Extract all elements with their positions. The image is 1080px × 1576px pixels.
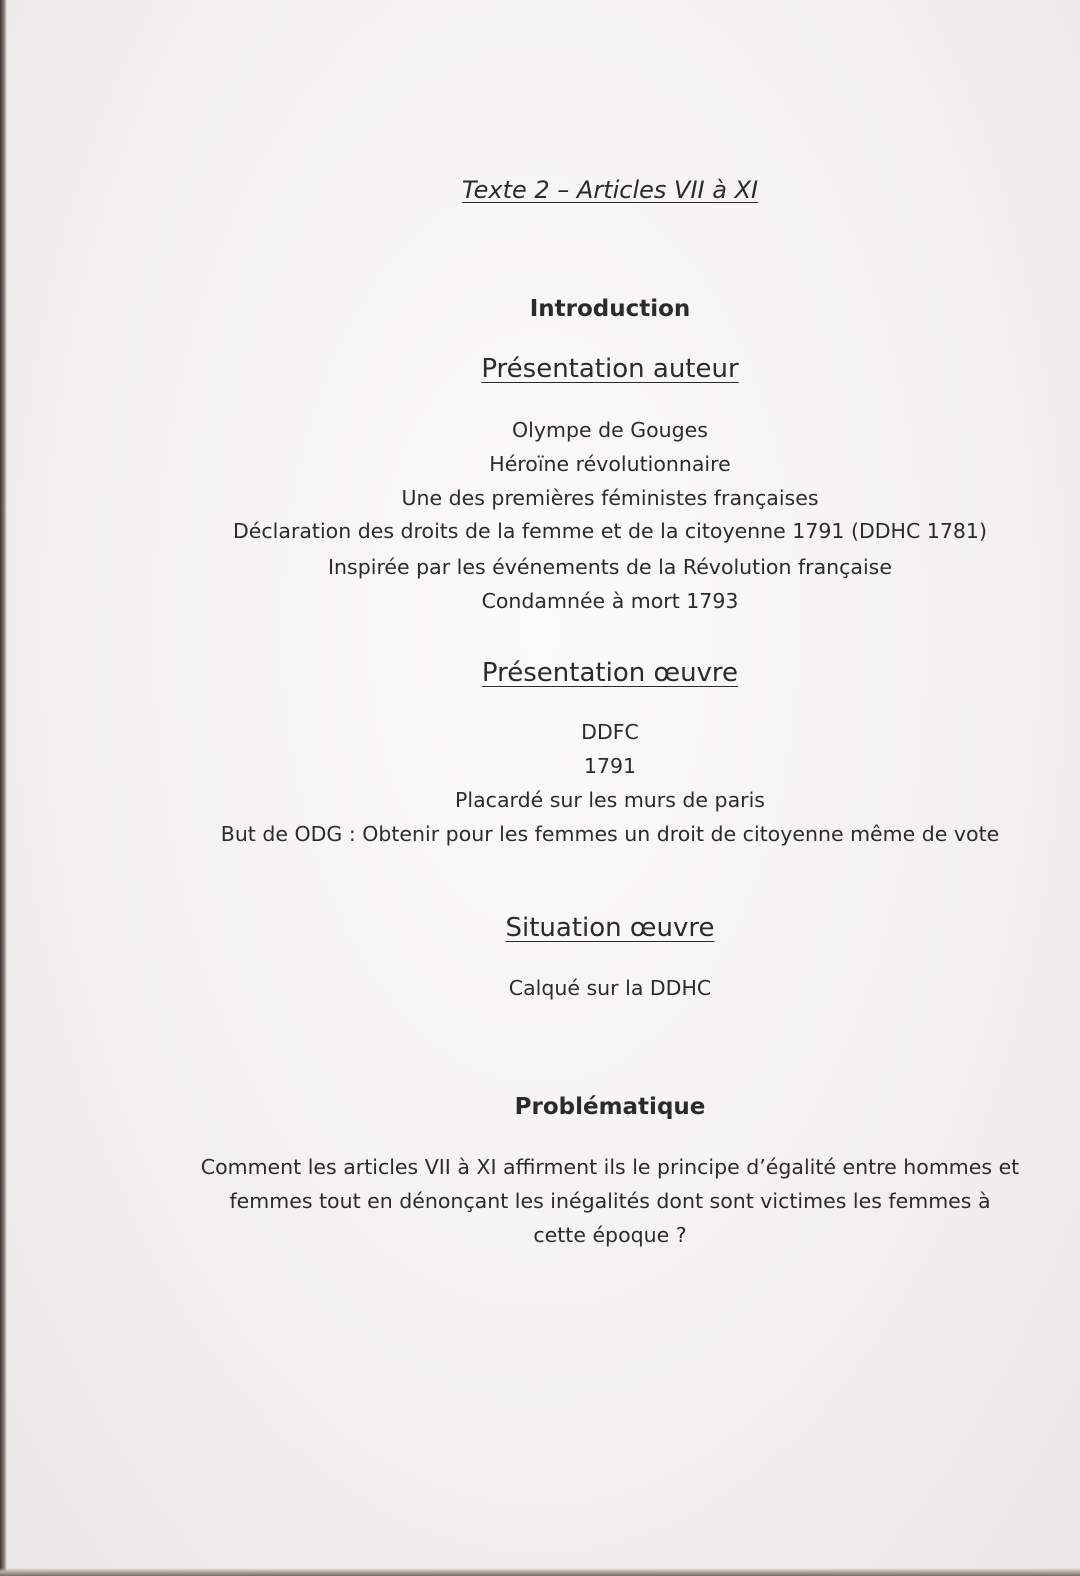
- page-bottom-edge-shadow: [0, 1568, 1080, 1576]
- author-line: Une des premières féministes françaises: [401, 486, 819, 510]
- document-title: Texte 2 – Articles VII à XI: [461, 176, 759, 204]
- author-line: Inspirée par les événements de la Révolution française: [328, 555, 892, 579]
- author-line: Déclaration des droits de la femme et de la citoyenne 1791 (DDHC 1781): [233, 519, 987, 543]
- situation-line: Calqué sur la DDHC: [508, 976, 712, 1000]
- author-line: Héroïne révolutionnaire: [489, 452, 731, 476]
- problematique-text: Comment les articles VII à XI affirment ils le principe d’égalité entre hommes et femmes tout en dénonçant les inégalités dont sont victimes les femmes à cette époque ?: [200, 1155, 1020, 1247]
- problematique-heading: Problématique: [514, 1094, 706, 1120]
- author-line: Condamnée à mort 1793: [481, 589, 739, 613]
- work-line: 1791: [583, 754, 637, 778]
- work-line: Placardé sur les murs de paris: [455, 788, 765, 812]
- introduction-heading: Introduction: [529, 296, 691, 322]
- page-left-edge-shadow: [0, 0, 7, 1576]
- author-section-heading: Présentation auteur: [481, 354, 739, 384]
- work-line: DDFC: [581, 720, 639, 744]
- author-line: Olympe de Gouges: [512, 418, 708, 442]
- situation-section-heading: Situation œuvre: [505, 913, 715, 943]
- work-line: But de ODG : Obtenir pour les femmes un droit de citoyenne même de vote: [220, 822, 1000, 846]
- work-section-heading: Présentation œuvre: [481, 658, 739, 688]
